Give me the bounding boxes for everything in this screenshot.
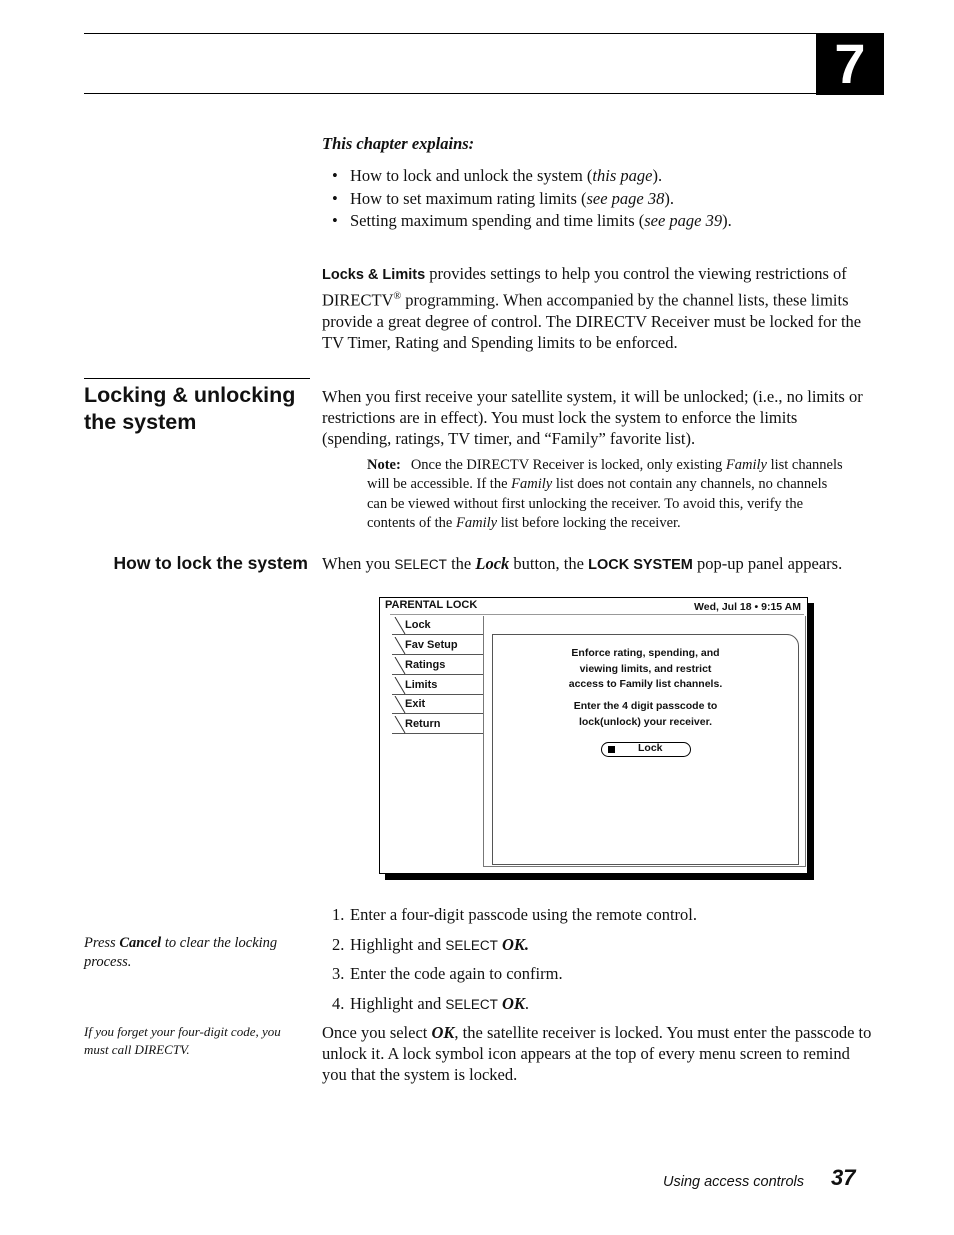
- footer-section-title: Using access controls: [663, 1174, 805, 1190]
- section-paragraph: When you first receive your satellite system, it will be unlocked; (i.e., no limits or restrictions are in effect). You must lock the system to enforce the limits (spending, ratings, TV timer, and “Family” favorite list).: [322, 387, 863, 448]
- steps-list: [322, 904, 882, 1023]
- locks-limits-term: Locks & Limits: [322, 267, 426, 283]
- header-rule-bottom: [84, 93, 816, 94]
- chapter-number-badge: 7: [816, 33, 884, 95]
- panel-description: Enforce rating, spending, and viewing limits, and restrict access to Family list channels.: [568, 647, 723, 690]
- tab-ratings[interactable]: Ratings: [392, 657, 484, 675]
- intro-bullet: • Setting maximum spending and time limits (see page 39).: [322, 210, 882, 233]
- screen-divider: [390, 614, 804, 615]
- step-item: 2. Highlight and SELECT OK.: [332, 934, 530, 954]
- tab-lock[interactable]: Lock: [392, 617, 484, 635]
- final-paragraph: Once you select OK, the satellite receiver is locked. You must enter the passcode to unlock it. A lock symbol icon appears at the top of every menu screen to remind you that the system is locked.: [322, 1023, 872, 1084]
- margin-note-forget-code: If you forget your four-digit code, you must call DIRECTV.: [84, 1024, 281, 1057]
- parental-lock-screen: [379, 597, 808, 874]
- lock-button[interactable]: Lock: [601, 742, 691, 757]
- section-heading: Locking & unlocking the system: [84, 383, 296, 434]
- screen-date-time: Wed, Jul 18 • 9:15 AM: [694, 601, 801, 613]
- lock-button-square-icon: [608, 746, 615, 753]
- note-label: Note:: [367, 457, 401, 473]
- step-item: 1. Enter a four-digit passcode using the remote control.: [332, 905, 697, 924]
- subsection-heading: How to lock the system: [113, 553, 308, 573]
- lock-system-panel: [492, 634, 799, 865]
- note-block: Note: Once the DIRECTV Receiver is locked, only existing Family list channels will be accessible. If the Family list does not contain any channels, no channels can be viewed without first unlocking the receiver. To avoid this, verify the contents of the Family list before locking the receiver.: [367, 457, 843, 531]
- lock-instruction-paragraph: When you SELECT the Lock button, the LOCK SYSTEM pop-up panel appears.: [322, 554, 843, 573]
- tab-limits[interactable]: Limits: [392, 677, 484, 695]
- screen-title: PARENTAL LOCK: [385, 599, 478, 611]
- tab-exit[interactable]: Exit: [392, 696, 484, 714]
- panel-passcode-instruction: Enter the 4 digit passcode to lock(unlock) your receiver.: [573, 700, 718, 728]
- margin-note-cancel: Press Cancel to clear the locking process.: [84, 935, 278, 970]
- intro-title: This chapter explains:: [322, 134, 475, 153]
- footer-page-number: 37: [831, 1165, 856, 1190]
- header-rule-top: [84, 33, 816, 34]
- intro-bullet: • How to set maximum rating limits (see page 38).: [322, 188, 882, 211]
- tab-return[interactable]: Return: [392, 716, 484, 734]
- intro-bullet-list: [322, 165, 882, 233]
- step-item: 4. Highlight and SELECT OK.: [332, 994, 530, 1014]
- section-rule: [84, 378, 310, 379]
- locks-limits-paragraph: Locks & Limits provides settings to help you control the viewing restrictions of DIRECTV® programming. When accompanied by the channel lists, these limits provide a great degree of control. The DIRECTV Receiver must be locked for the TV Timer, Rating and Spending limits to be enforced.: [322, 264, 862, 352]
- intro-bullet: • How to lock and unlock the system (this page).: [322, 165, 882, 188]
- tab-fav-setup[interactable]: Fav Setup: [392, 637, 484, 655]
- step-item: 3. Enter the code again to confirm.: [332, 964, 563, 984]
